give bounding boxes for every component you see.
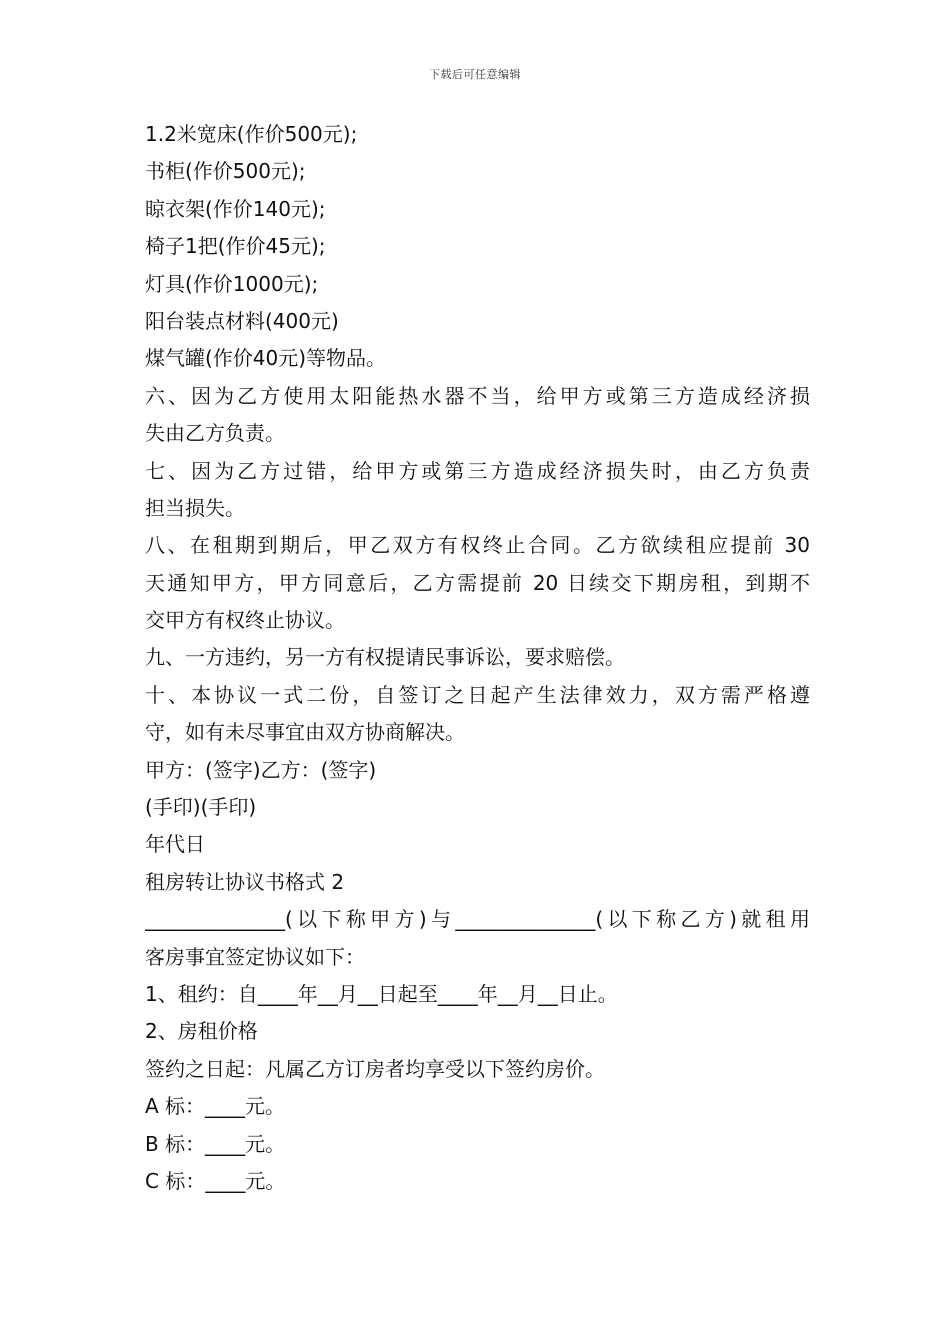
text-line: 煤气罐(作价40元)等物品。 bbox=[145, 346, 387, 371]
document-body bbox=[145, 116, 810, 1200]
clause-6-line-2: 失由乙方负责。 bbox=[145, 421, 285, 446]
text-line: 1.2米宽床(作价500元); bbox=[145, 122, 358, 146]
clause-8-line-3: 交甲方有权终止协议。 bbox=[145, 608, 345, 633]
clause-7-line-2: 担当损失。 bbox=[145, 495, 245, 520]
lease-term: 1、租约：自____年__月__日起至____年__月__日止。 bbox=[145, 981, 618, 1006]
text-line: 阳台装点材料(400元) bbox=[145, 308, 339, 333]
text-line: 椅子1把(作价45元); bbox=[145, 234, 326, 259]
signature-line: 甲方：(签字)乙方：(签字) bbox=[145, 757, 377, 782]
parties-line-1: ______________(以下称甲方)与______________(以下称乙方)就租用 bbox=[145, 907, 810, 932]
clause-8-line-2: 天通知甲方，甲方同意后，乙方需提前 20 日续交下期房租，到期不 bbox=[145, 570, 810, 595]
price-c: C 标：____元。 bbox=[145, 1168, 286, 1193]
clause-7-line-1: 七、因为乙方过错，给甲方或第三方造成经济损失时，由乙方负责 bbox=[145, 458, 810, 483]
rent-price-heading: 2、房租价格 bbox=[145, 1019, 258, 1044]
clause-9: 九、一方违约，另一方有权提请民事诉讼，要求赔偿。 bbox=[145, 645, 625, 670]
text-line: 晾衣架(作价140元); bbox=[145, 196, 326, 221]
rent-price-intro: 签约之日起：凡属乙方订房者均享受以下签约房价。 bbox=[145, 1056, 605, 1081]
clause-10-line-1: 十、本协议一式二份，自签订之日起产生法律效力，双方需严格遵 bbox=[145, 682, 810, 707]
clause-8-line-1: 八、在租期到期后，甲乙双方有权终止合同。乙方欲续租应提前 30 bbox=[145, 533, 810, 558]
parties-line-2: 客房事宜签定协议如下： bbox=[145, 944, 365, 969]
price-a: A 标：____元。 bbox=[145, 1094, 286, 1119]
clause-6-line-1: 六、因为乙方使用太阳能热水器不当，给甲方或第三方造成经济损 bbox=[145, 383, 810, 408]
date-line: 年代日 bbox=[145, 832, 205, 857]
page-header: 下载后可任意编辑 bbox=[429, 68, 521, 81]
fingerprint-line: (手印)(手印) bbox=[145, 795, 257, 820]
clause-10-line-2: 守，如有未尽事宜由双方协商解决。 bbox=[145, 720, 465, 745]
text-line: 书柜(作价500元); bbox=[145, 159, 306, 184]
section-title: 租房转让协议书格式 2 bbox=[145, 869, 345, 894]
price-b: B 标：____元。 bbox=[145, 1131, 286, 1156]
text-line: 灯具(作价1000元); bbox=[145, 271, 319, 296]
